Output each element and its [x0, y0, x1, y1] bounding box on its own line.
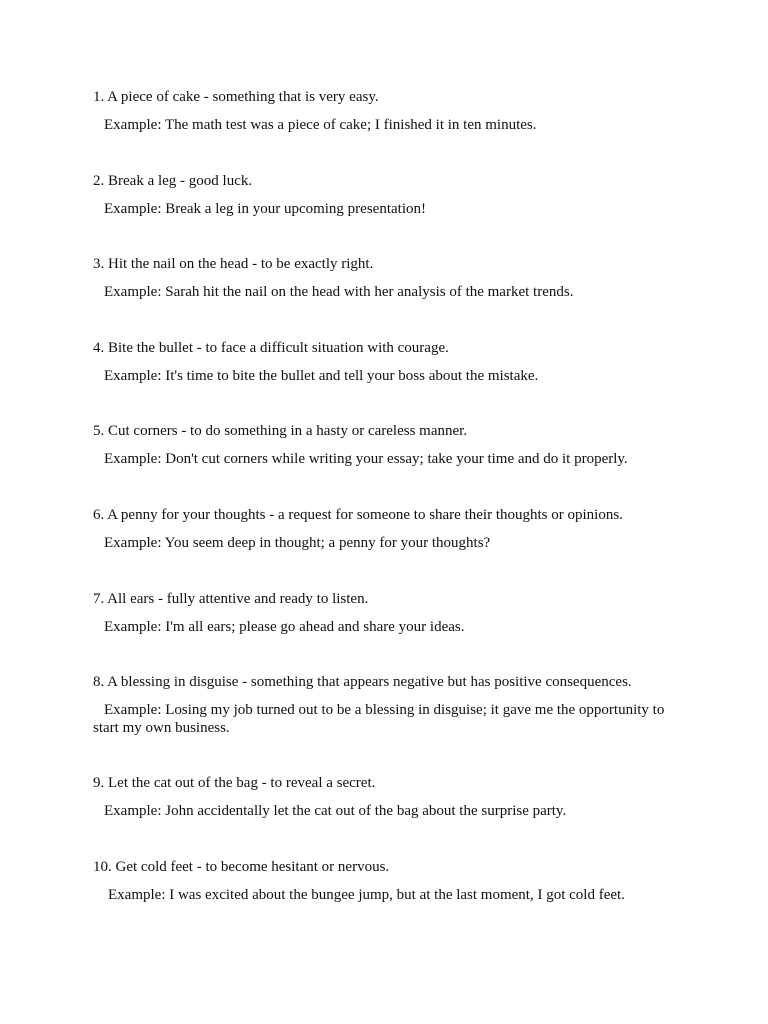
idiom-example — [93, 618, 683, 636]
idiom-example-text: Example: Losing my job turned out to be a blessing in disguise; it gave me the opportunity to start my own business. — [93, 702, 665, 736]
idiom-example-text: Example: It's time to bite the bullet and tell your boss about the mistake. — [104, 368, 539, 384]
idiom-example — [93, 534, 683, 552]
idiom-example — [93, 283, 683, 301]
idiom-example — [93, 450, 683, 468]
idiom-entry-7 — [93, 590, 683, 636]
idiom-title: 10. Get cold feet - to become hesitant or nervous. — [93, 859, 390, 875]
idiom-entry-6 — [93, 506, 683, 552]
idiom-title: 9. Let the cat out of the bag - to reveal a secret. — [93, 775, 376, 791]
idiom-example — [93, 701, 683, 737]
idiom-entry-3 — [93, 255, 683, 301]
idiom-example — [93, 886, 683, 904]
idiom-example-text: Example: You seem deep in thought; a penny for your thoughts? — [104, 535, 491, 551]
idiom-entry-4 — [93, 339, 683, 385]
idiom-example-text: Example: Sarah hit the nail on the head with her analysis of the market trends. — [104, 284, 574, 300]
idiom-entry-1 — [93, 88, 683, 134]
idiom-title: 1. A piece of cake - something that is very easy. — [93, 89, 379, 105]
idiom-example — [93, 802, 683, 820]
idiom-title: 3. Hit the nail on the head - to be exactly right. — [93, 256, 374, 272]
idiom-title: 5. Cut corners - to do something in a hasty or careless manner. — [93, 423, 468, 439]
idiom-entry-10 — [93, 858, 683, 904]
idiom-example-text: Example: I'm all ears; please go ahead and share your ideas. — [104, 619, 465, 635]
idiom-example-text: Example: Break a leg in your upcoming presentation! — [104, 201, 426, 217]
idiom-example-text: Example: John accidentally let the cat out of the bag about the surprise party. — [104, 803, 567, 819]
idiom-title: 2. Break a leg - good luck. — [93, 173, 253, 189]
idiom-entry-9 — [93, 774, 683, 820]
idiom-entry-5 — [93, 422, 683, 468]
idiom-example — [93, 367, 683, 385]
idiom-example-text: Example: Don't cut corners while writing your essay; take your time and do it properly. — [104, 451, 628, 467]
idiom-title: 4. Bite the bullet - to face a difficult situation with courage. — [93, 340, 449, 356]
idiom-example — [93, 116, 683, 134]
idiom-example — [93, 200, 683, 218]
idiom-title: 6. A penny for your thoughts - a request for someone to share their thoughts or opinions. — [93, 507, 623, 523]
idiom-example-text: Example: The math test was a piece of cake; I finished it in ten minutes. — [104, 117, 537, 133]
idiom-title: 7. All ears - fully attentive and ready to listen. — [93, 591, 369, 607]
idiom-example-text: Example: I was excited about the bungee jump, but at the last moment, I got cold feet. — [108, 887, 625, 903]
idiom-title: 8. A blessing in disguise - something that appears negative but has positive consequences. — [93, 674, 632, 690]
idiom-entry-8 — [93, 673, 683, 737]
idiom-entry-2 — [93, 172, 683, 218]
